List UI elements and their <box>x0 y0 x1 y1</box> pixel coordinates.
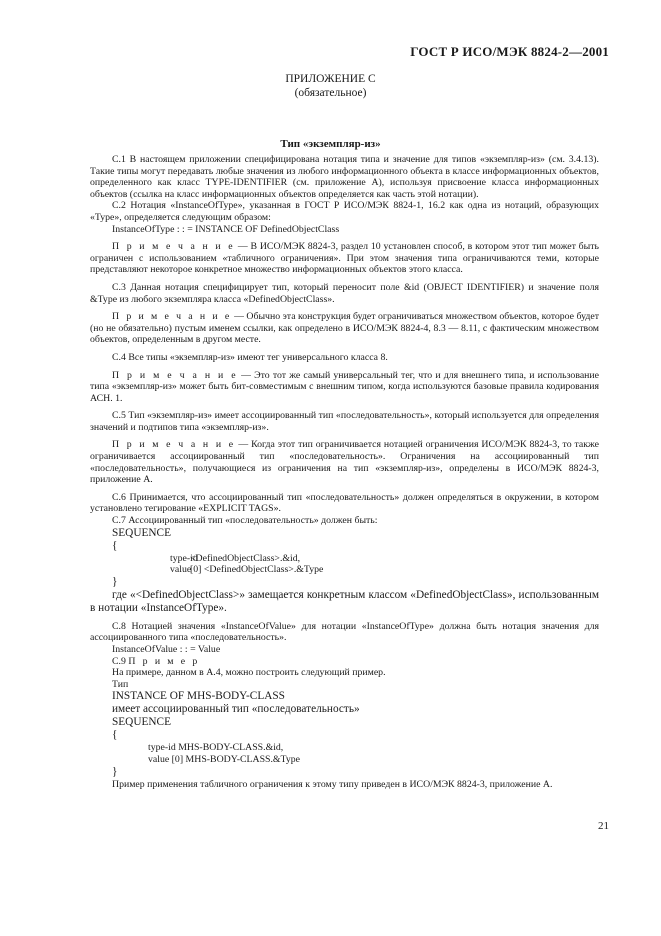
note-3-text: — Это тот же самый универсальный тег, что и для внешнего типа, и использование типа «экземпляр-из» может быть бит-совместимым с внешним типом, когда используются базовые правила кодирования АСН. 1. <box>90 369 599 404</box>
appendix-status: (обязательное) <box>294 87 367 99</box>
clause-c3: C.3 Данная нотация специфицирует тип, который переносит поле &id (OBJECT IDENTIFIER) и значение поля &Type из любого экземпляра класса «DefinedObjectClass». <box>90 281 599 305</box>
example-brace-close: } <box>112 765 118 778</box>
code-line-value <box>90 564 599 576</box>
note-label: П р и м е ч а н и е <box>112 439 236 451</box>
code-label: type-id <box>170 552 198 564</box>
example-sequence-keyword: SEQUENCE <box>112 716 171 729</box>
appendix-heading <box>0 72 661 100</box>
clause-c7: C.7 Ассоциированный тип «последовательность» должен быть: <box>112 515 378 527</box>
clause-c7-explanation: где «<DefinedObjectClass>» замещается конкретным классом «DefinedObjectClass», использованным в нотации «InstanceOfType». <box>90 588 599 614</box>
code-value: <DefinedObjectClass>.&id, <box>190 552 301 564</box>
example-type-word: Тип <box>112 678 129 690</box>
note-2-text: — Обычно эта конструкция будет ограничиваться множеством объектов, которое будет (но не обязательно) пустым именем ссылки, как определено в ИСО/МЭК 8824-4, 8.3 — 8.11, с фактическим множеством объектов, определенным в другом месте. <box>90 311 599 346</box>
example-has-sequence: имеет ассоциированный тип «последовательность» <box>112 703 360 716</box>
example-line-value: value [0] MHS-BODY-CLASS.&Type <box>148 753 300 765</box>
clause-c8: C.8 Нотацией значения «InstanceOfValue» для нотации «InstanceOfType» должна быть нотация значения для ассоциированного типа «последовательность». <box>90 620 599 644</box>
code-c8: InstanceOfValue : : = Value <box>112 644 221 655</box>
code-brace-open: { <box>112 539 118 552</box>
code-label: value <box>170 564 192 576</box>
example-intro: На примере, данном в А.4, можно построить следующий пример. <box>112 667 386 679</box>
note-4 <box>90 439 599 485</box>
clause-c9 <box>90 656 599 668</box>
note-2 <box>90 311 599 346</box>
example-instance: INSTANCE OF MHS-BODY-CLASS <box>112 690 285 703</box>
code-line-type-id <box>90 553 599 565</box>
clause-c6: C.6 Принимается, что ассоциированный тип «последовательность» должен определяться в окружении, в котором установлено тегирование «EXPLICIT TAGS». <box>90 491 599 515</box>
note-3 <box>90 370 599 405</box>
example-final: Пример применения табличного ограничения к этому типу приведен в ИСО/МЭК 8824-3, приложение А. <box>112 778 553 790</box>
code-value: [0] <DefinedObjectClass>.&Type <box>190 564 324 576</box>
note-label: П р и м е ч а н и е <box>112 241 236 253</box>
code-sequence-keyword: SEQUENCE <box>112 526 171 539</box>
example-brace-open: { <box>112 729 118 742</box>
code-brace-close: } <box>112 575 118 588</box>
clause-c9-number: C.9 <box>112 655 126 667</box>
example-line-type-id: type-id MHS-BODY-CLASS.&id, <box>148 742 284 754</box>
clause-c4: C.4 Все типы «экземпляр-из» имеют тег универсального класса 8. <box>112 351 388 363</box>
document-header: ГОСТ Р ИСО/МЭК 8824-2—2001 <box>410 44 609 59</box>
code-c2: InstanceOfType : : = INSTANCE OF DefinedObjectClass <box>112 223 340 235</box>
note-4-text: — Когда этот тип ограничивается нотацией ограничения ИСО/МЭК 8824-3, то также ограничивается ассоциированный тип «последовательность». Ограничения на ассоциированный тип «последовательность», получающиеся из ограничения на тип «экземпляр-из», определены в ИСО/МЭК 8824-3, приложение А. <box>90 439 599 486</box>
page-number: 21 <box>598 820 609 832</box>
section-title: Тип «экземпляр-из» <box>280 138 381 150</box>
clause-c2: C.2 Нотация «InstanceOfType», указанная в ГОСТ Р ИСО/МЭК 8824-1, 16.2 как одна из нотаций, образующих «Type», определяется следующим образом: <box>90 200 599 223</box>
clause-c5: C.5 Тип «экземпляр-из» имеет ассоциированный тип «последовательность», который используется для определения значений и подтипов типа «экземпляр-из». <box>90 410 599 433</box>
note-1 <box>90 241 599 276</box>
note-label: П р и м е ч а н и е <box>112 369 238 381</box>
example-label: П р и м е р <box>128 655 200 667</box>
clause-c1: C.1 В настоящем приложении специфицирована нотация типа и значение для типов «экземпляр-из» (см. 3.4.13). Такие типы могут передавать любые значения из любого информационного объекта в классе информационных объектов, определенного как класс TYPE-IDENTIFIER (см. приложение А), используя присвоение класса информационных объектов (ссылка на класс информационных объектов определяется как часть этой нотации). <box>90 154 599 200</box>
note-label: П р и м е ч а н и е <box>112 311 232 323</box>
document-body <box>90 154 599 790</box>
appendix-title: ПРИЛОЖЕНИЕ С <box>285 73 376 85</box>
note-1-text: — В ИСО/МЭК 8824-3, раздел 10 установлен способ, в котором этот тип может быть ограничен с использованием «табличного ограничения». При этом значения типа ограничиваются теми, которые представляют некоторое конкретное множество информационных объектов этого класса. <box>90 241 599 276</box>
